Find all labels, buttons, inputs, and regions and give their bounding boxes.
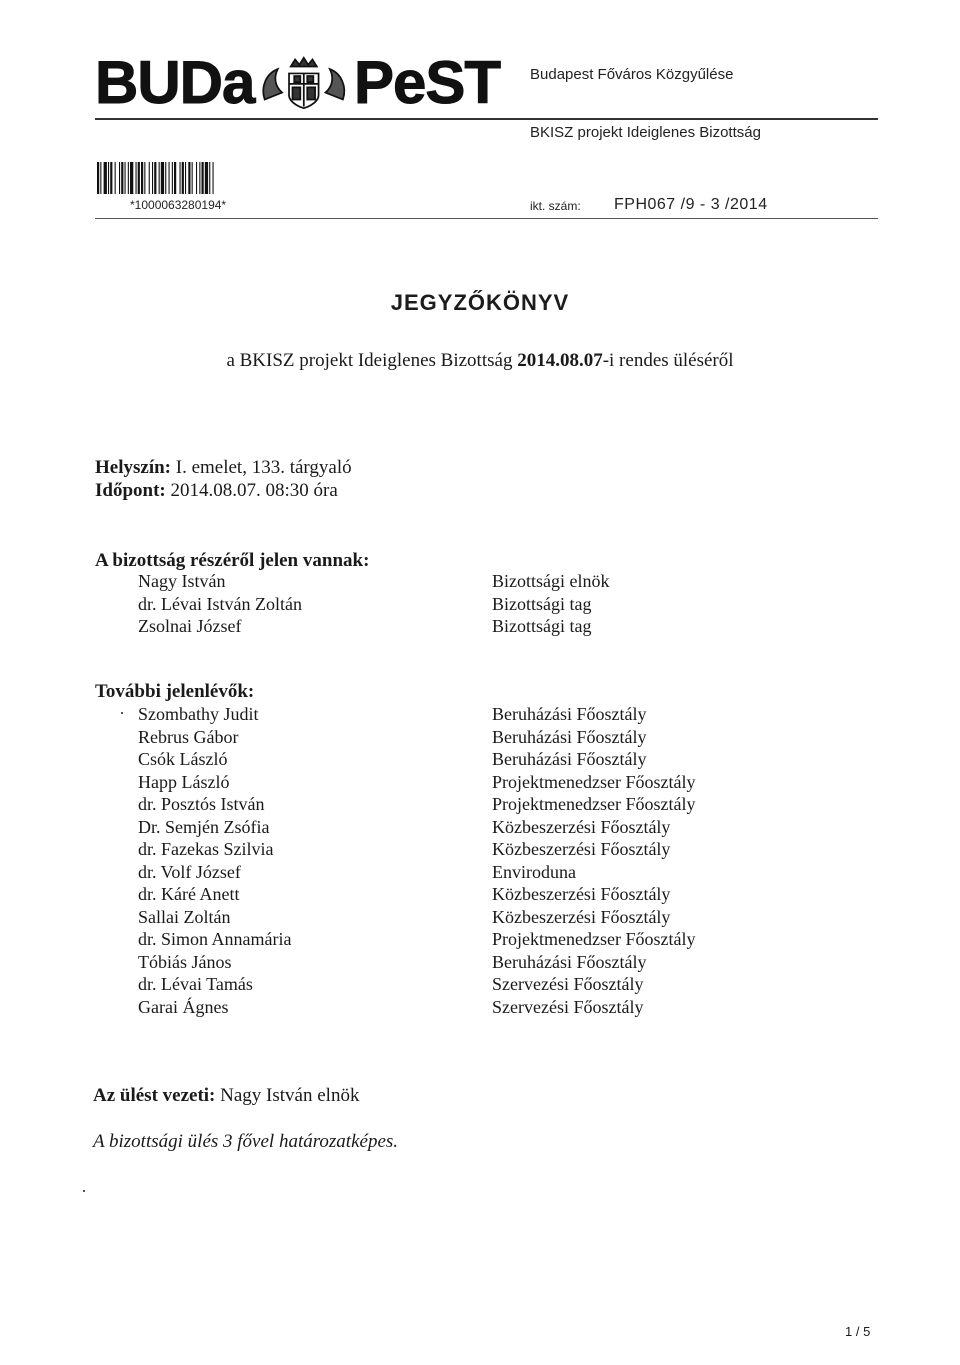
- others-heading: További jelenlévők:: [95, 681, 255, 702]
- attendee-name: Szombathy Judit: [138, 704, 259, 724]
- attendee-name: Dr. Semjén Zsófia: [138, 816, 270, 837]
- others-dept-list: [492, 703, 695, 1018]
- barcode-icon: [97, 162, 305, 194]
- attendee-dept: Szervezési Főosztály: [492, 974, 644, 994]
- barcode-number: *1000063280194*: [130, 198, 227, 212]
- org-name: Budapest Főváros Közgyűlése: [530, 66, 734, 83]
- attendee-dept: Projektmenedzser Főosztály: [492, 794, 696, 814]
- member-role: Bizottsági tag: [492, 616, 592, 636]
- others-name-list: [138, 703, 291, 1018]
- attendee-dept: Közbeszerzési Főosztály: [492, 839, 671, 859]
- attendee-name: dr. Lévai Tamás: [138, 974, 253, 994]
- attendee-name: Garai Ágnes: [138, 996, 229, 1017]
- ikt-number: FPH067 /9 - 3 /2014: [614, 196, 768, 213]
- location-label: Helyszín:: [95, 457, 171, 478]
- document-subtitle: [0, 350, 960, 372]
- ikt-label: ikt. szám:: [530, 199, 581, 213]
- attendee-dept: Közbeszerzési Főosztály: [492, 906, 671, 927]
- scan-speck: [121, 712, 123, 714]
- time-value: 2014.08.07. 08:30 óra: [170, 480, 338, 501]
- time-line: [95, 480, 338, 503]
- document-title: JEGYZŐKÖNYV: [390, 290, 570, 315]
- attendee-dept: Szervezési Főosztály: [492, 996, 644, 1017]
- page-number: 1 / 5: [845, 1324, 871, 1339]
- quorum-statement: A bizottsági ülés 3 fővel határozatképes.: [93, 1131, 399, 1152]
- chair-label: Az ülést vezeti:: [93, 1085, 216, 1106]
- subtitle-date: 2014.08.07: [517, 350, 603, 371]
- attendee-dept: Közbeszerzési Főosztály: [492, 884, 671, 904]
- location-line: [95, 457, 352, 480]
- attendee-dept: Beruházási Főosztály: [492, 704, 647, 724]
- header-divider: [95, 118, 878, 120]
- attendee-name: dr. Volf József: [138, 861, 241, 882]
- attendee-dept: Közbeszerzési Főosztály: [492, 816, 671, 837]
- committee-role-list: [492, 570, 609, 638]
- scan-speck: [83, 1190, 85, 1192]
- chair-line: [93, 1085, 359, 1107]
- attendee-name: dr. Káré Anett: [138, 884, 240, 904]
- attendee-name: Csók László: [138, 749, 228, 769]
- member-role: Bizottsági elnök: [492, 571, 610, 591]
- attendee-name: Tóbiás János: [138, 951, 232, 972]
- attendee-name: Sallai Zoltán: [138, 906, 231, 927]
- committee-heading: A bizottság részéről jelen vannak:: [95, 550, 370, 571]
- attendee-dept: Projektmenedzser Főosztály: [492, 771, 696, 792]
- time-label: Időpont:: [95, 480, 166, 501]
- location-value: I. emelet, 133. tárgyaló: [175, 457, 352, 478]
- attendee-dept: Projektmenedzser Főosztály: [492, 929, 696, 949]
- attendee-name: dr. Simon Annamária: [138, 929, 292, 949]
- attendee-dept: Beruházási Főosztály: [492, 726, 647, 747]
- logo-text-left: BUDa: [95, 49, 255, 116]
- attendee-name: dr. Posztós István: [138, 794, 265, 814]
- attendee-dept: Beruházási Főosztály: [492, 951, 647, 972]
- subtitle-post: -i rendes üléséről: [602, 350, 734, 371]
- member-role: Bizottsági tag: [492, 593, 592, 614]
- attendee-dept: Beruházási Főosztály: [492, 749, 647, 769]
- chair-value: Nagy István elnök: [220, 1085, 360, 1106]
- coat-of-arms-icon: [256, 52, 352, 114]
- attendee-name: dr. Fazekas Szilvia: [138, 839, 274, 859]
- attendee-dept: Enviroduna: [492, 861, 576, 882]
- budapest-logo: [95, 49, 500, 116]
- member-name: Zsolnai József: [138, 616, 242, 636]
- logo-text-right: PeST: [353, 49, 500, 116]
- committee-name-list: [138, 570, 302, 638]
- subtitle-pre: a BKISZ projekt Ideiglenes Bizottság: [226, 350, 518, 371]
- attendee-name: Rebrus Gábor: [138, 726, 239, 747]
- committee-name: BKISZ projekt Ideiglenes Bizottság: [530, 124, 761, 141]
- member-name: dr. Lévai István Zoltán: [138, 593, 302, 614]
- ikt-divider: [95, 218, 878, 219]
- member-name: Nagy István: [138, 571, 226, 591]
- attendee-name: Happ László: [138, 771, 230, 792]
